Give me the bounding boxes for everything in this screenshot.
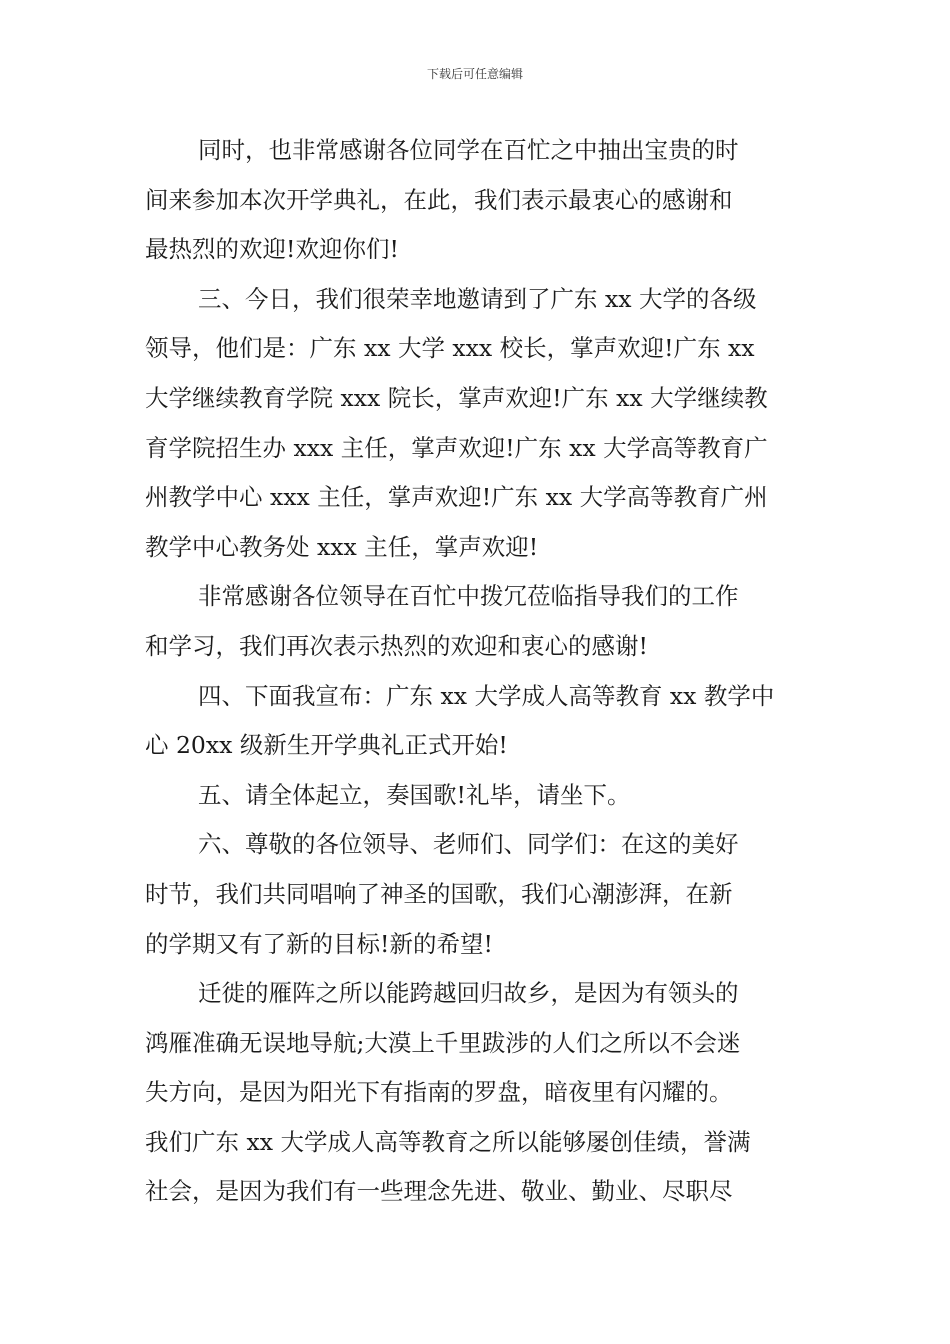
text-line: 三、今日，我们很荣幸地邀请到了广东 xx 大学的各级 bbox=[198, 284, 757, 313]
text-line: 育学院招生办 xxx 主任，掌声欢迎!广东 xx 大学高等教育广 bbox=[145, 433, 768, 462]
text-line: 州教学中心 xxx 主任，掌声欢迎!广东 xx 大学高等教育广州 bbox=[145, 483, 768, 512]
text-line: 时节，我们共同唱响了神圣的国歌，我们心潮澎湃，在新 bbox=[145, 879, 733, 908]
document-body bbox=[145, 126, 810, 1217]
text-line: 大学继续教育学院 xxx 院长，掌声欢迎!广东 xx 大学继续教 bbox=[145, 383, 768, 412]
text-line: 教学中心教务处 xxx 主任，掌声欢迎! bbox=[145, 532, 539, 561]
text-line: 六、尊敬的各位领导、老师们、同学们：在这的美好 bbox=[198, 830, 739, 859]
text-line: 四、下面我宣布：广东 xx 大学成人高等教育 xx 教学中 bbox=[198, 681, 775, 710]
page-header: 下载后可任意编辑 bbox=[426, 67, 523, 81]
text-line: 社会，是因为我们有一些理念先进、敬业、勤业、尽职尽 bbox=[145, 1177, 733, 1206]
text-line: 同时，也非常感谢各位同学在百忙之中抽出宝贵的时 bbox=[198, 136, 739, 164]
text-line: 迁徙的雁阵之所以能跨越回归故乡，是因为有领头的 bbox=[198, 979, 739, 1008]
text-line: 的学期又有了新的目标!新的希望! bbox=[145, 929, 493, 958]
text-line: 五、请全体起立，奏国歌!礼毕，请坐下。 bbox=[198, 780, 631, 809]
text-line: 和学习，我们再次表示热烈的欢迎和衷心的感谢! bbox=[145, 631, 648, 660]
text-line: 最热烈的欢迎!欢迎你们! bbox=[145, 235, 399, 264]
text-line: 失方向，是因为阳光下有指南的罗盘，暗夜里有闪耀的。 bbox=[145, 1078, 733, 1107]
text-line: 心 20xx 级新生开学典礼正式开始! bbox=[145, 731, 508, 760]
text-line: 非常感谢各位领导在百忙中拨冗莅临指导我们的工作 bbox=[198, 582, 739, 611]
text-line: 间来参加本次开学典礼，在此，我们表示最衷心的感谢和 bbox=[145, 185, 733, 214]
text-line: 领导，他们是：广东 xx 大学 xxx 校长，掌声欢迎!广东 xx bbox=[145, 334, 755, 363]
text-line: 鸿雁准确无误地导航;大漠上千里跋涉的人们之所以不会迷 bbox=[145, 1028, 741, 1057]
text-line: 我们广东 xx 大学成人高等教育之所以能够屡创佳绩，誉满 bbox=[145, 1127, 751, 1156]
